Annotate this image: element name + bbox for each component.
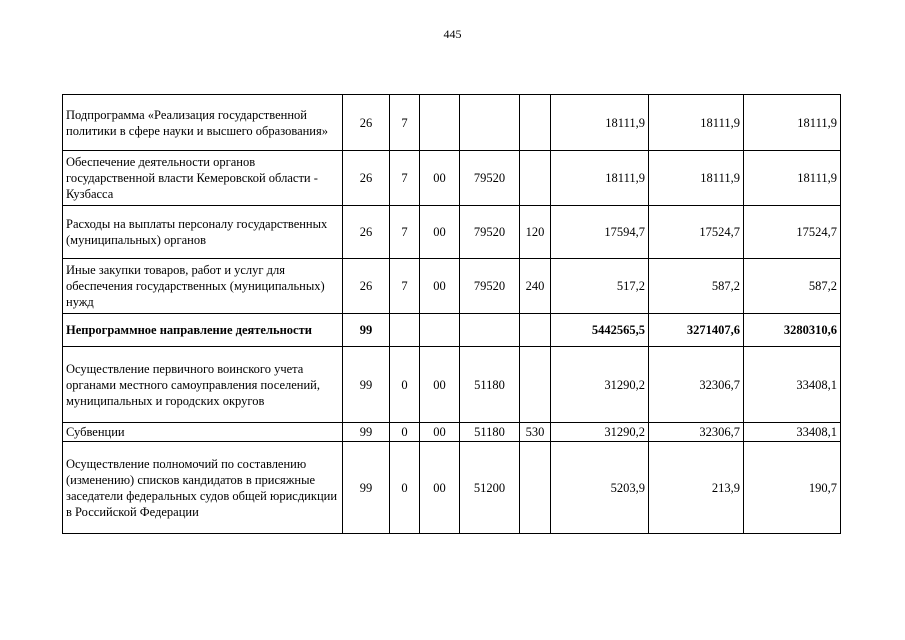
cell-value-3: 33408,1 (744, 423, 841, 442)
cell-code-2: 0 (390, 347, 420, 423)
row-name: Иные закупки товаров, работ и услуг для обеспечения государственных (муниципальных) нужд (63, 259, 343, 314)
budget-table (62, 94, 841, 534)
cell-code-4: 79520 (460, 206, 520, 259)
table-row (63, 314, 841, 347)
cell-code-3: 00 (420, 442, 460, 534)
cell-code-5: 530 (520, 423, 551, 442)
cell-value-3: 3280310,6 (744, 314, 841, 347)
cell-code-1: 26 (343, 151, 390, 206)
cell-value-2: 587,2 (649, 259, 744, 314)
cell-value-1: 517,2 (551, 259, 649, 314)
cell-code-3: 00 (420, 151, 460, 206)
cell-code-3: 00 (420, 206, 460, 259)
cell-code-1: 26 (343, 206, 390, 259)
table-row (63, 259, 841, 314)
cell-code-5 (520, 442, 551, 534)
table-row (63, 423, 841, 442)
cell-value-3: 190,7 (744, 442, 841, 534)
cell-code-4: 51180 (460, 347, 520, 423)
cell-value-3: 18111,9 (744, 95, 841, 151)
cell-code-2 (390, 314, 420, 347)
row-name: Подпрограмма «Реализация государственной политики в сфере науки и высшего образования» (63, 95, 343, 151)
table-row (63, 347, 841, 423)
cell-value-2: 3271407,6 (649, 314, 744, 347)
cell-value-2: 32306,7 (649, 423, 744, 442)
cell-code-4 (460, 314, 520, 347)
cell-value-3: 587,2 (744, 259, 841, 314)
cell-value-2: 32306,7 (649, 347, 744, 423)
table-row (63, 95, 841, 151)
row-name: Субвенции (63, 423, 343, 442)
cell-code-4: 79520 (460, 151, 520, 206)
cell-code-4: 51180 (460, 423, 520, 442)
cell-value-3: 18111,9 (744, 151, 841, 206)
cell-code-4: 79520 (460, 259, 520, 314)
cell-value-3: 17524,7 (744, 206, 841, 259)
cell-code-2: 7 (390, 95, 420, 151)
cell-value-1: 5442565,5 (551, 314, 649, 347)
cell-code-1: 99 (343, 442, 390, 534)
row-name: Обеспечение деятельности органов государственной власти Кемеровской области - Кузбасса (63, 151, 343, 206)
cell-code-3 (420, 314, 460, 347)
cell-code-5 (520, 314, 551, 347)
cell-code-5 (520, 347, 551, 423)
cell-value-3: 33408,1 (744, 347, 841, 423)
cell-code-5: 120 (520, 206, 551, 259)
cell-code-5 (520, 151, 551, 206)
cell-code-2: 7 (390, 206, 420, 259)
cell-code-3: 00 (420, 259, 460, 314)
cell-code-3: 00 (420, 347, 460, 423)
cell-value-1: 31290,2 (551, 423, 649, 442)
cell-code-5: 240 (520, 259, 551, 314)
row-name: Непрограммное направление деятельности (63, 314, 343, 347)
cell-code-5 (520, 95, 551, 151)
cell-code-4 (460, 95, 520, 151)
cell-value-2: 18111,9 (649, 95, 744, 151)
row-name: Расходы на выплаты персоналу государственных (муниципальных) органов (63, 206, 343, 259)
row-name: Осуществление полномочий по составлению (изменению) списков кандидатов в присяжные заседатели федеральных судов общей юрисдикции в Российской Федерации (63, 442, 343, 534)
cell-code-2: 7 (390, 259, 420, 314)
cell-code-3: 00 (420, 423, 460, 442)
row-name: Осуществление первичного воинского учета органами местного самоуправления поселений, муниципальных и городских округов (63, 347, 343, 423)
cell-code-2: 0 (390, 442, 420, 534)
cell-code-4: 51200 (460, 442, 520, 534)
cell-value-1: 5203,9 (551, 442, 649, 534)
cell-value-1: 17594,7 (551, 206, 649, 259)
cell-value-2: 17524,7 (649, 206, 744, 259)
table-row (63, 206, 841, 259)
cell-value-2: 213,9 (649, 442, 744, 534)
cell-code-1: 99 (343, 314, 390, 347)
cell-value-1: 18111,9 (551, 95, 649, 151)
table-row (63, 442, 841, 534)
cell-code-2: 0 (390, 423, 420, 442)
cell-code-1: 99 (343, 423, 390, 442)
cell-code-1: 26 (343, 95, 390, 151)
cell-code-2: 7 (390, 151, 420, 206)
table-row (63, 151, 841, 206)
page-number: 445 (443, 27, 462, 41)
cell-value-1: 18111,9 (551, 151, 649, 206)
cell-code-3 (420, 95, 460, 151)
cell-code-1: 99 (343, 347, 390, 423)
cell-code-1: 26 (343, 259, 390, 314)
cell-value-1: 31290,2 (551, 347, 649, 423)
cell-value-2: 18111,9 (649, 151, 744, 206)
